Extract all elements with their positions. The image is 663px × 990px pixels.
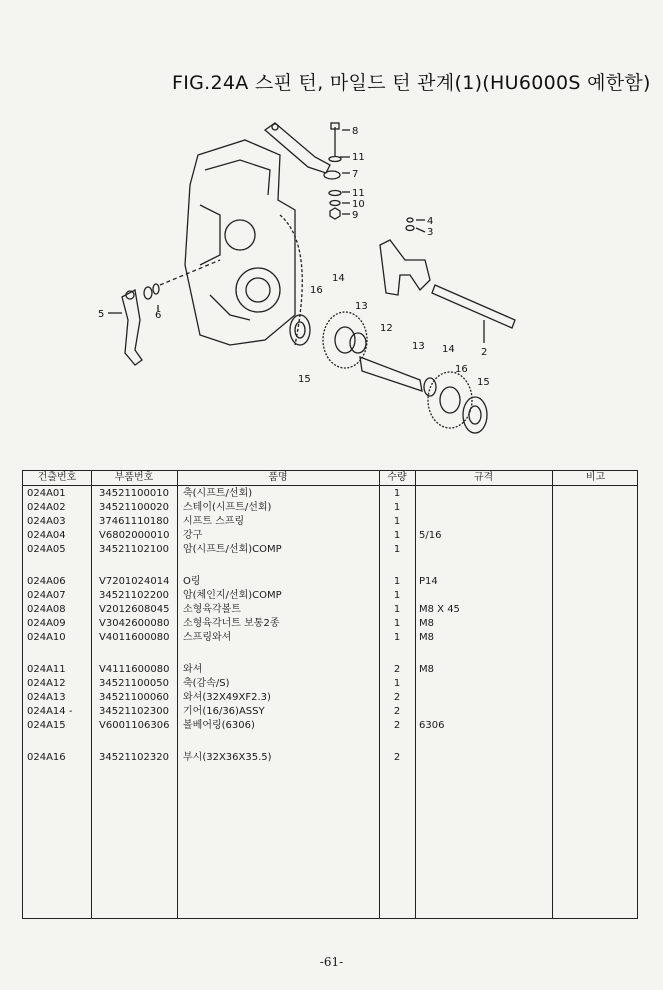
part-name: 와셔(32X49XF2.3) <box>183 692 271 703</box>
table-row <box>23 515 637 529</box>
table-row <box>23 719 637 733</box>
callout-13-right: 13 <box>412 341 425 352</box>
part-no: V4011600080 <box>99 632 170 643</box>
callout-5: 5 <box>98 309 105 320</box>
part-no: 34521102100 <box>99 544 169 555</box>
callout-16-right: 16 <box>455 364 468 375</box>
part-name: 축(시프트/선회) <box>183 488 253 499</box>
part-no: V4111600080 <box>99 664 170 675</box>
part-name: 볼베어링(6306) <box>183 720 255 731</box>
part-name: 스프링와셔 <box>183 632 232 643</box>
part-no: V3042600080 <box>99 618 170 629</box>
quantity: 1 <box>393 618 401 629</box>
part-name: 기어(16/36)ASSY <box>183 706 265 717</box>
callout-7: 7 <box>352 169 359 180</box>
quantity: 1 <box>393 544 401 555</box>
part-name: 축(감속/S) <box>183 678 230 689</box>
shift-shaft <box>432 285 515 328</box>
part-no: V6001106306 <box>99 720 170 731</box>
change-arm <box>122 290 142 365</box>
part-name: 와셔 <box>183 664 203 675</box>
quantity: 1 <box>393 632 401 643</box>
ref-no: 024A10 <box>27 632 66 643</box>
ref-no: 024A05 <box>27 544 66 555</box>
callout-6: 6 <box>155 310 162 321</box>
callout-11-upper: 11 <box>352 152 365 163</box>
part-name: 시프트 스프링 <box>183 516 245 527</box>
ref-no: 024A01 <box>27 488 66 499</box>
callout-8: 8 <box>352 126 359 137</box>
ref-no: 024A06 <box>27 576 66 587</box>
part-name: 암(체인지/선회)COMP <box>183 590 282 601</box>
part-no: 37461110180 <box>99 516 169 527</box>
part-name: 소형육각볼트 <box>183 604 241 615</box>
page-number: -61- <box>319 955 344 969</box>
header-part-no: 부품번호 <box>114 472 154 483</box>
ref-no: 024A13 <box>27 692 66 703</box>
quantity: 1 <box>393 488 401 499</box>
quantity: 2 <box>393 664 401 675</box>
part-no: 34521100010 <box>99 488 169 499</box>
part-no: 34521102300 <box>99 706 169 717</box>
spec: P14 <box>419 576 438 587</box>
parts-table <box>22 470 638 919</box>
part-no: 34521102320 <box>99 752 169 763</box>
quantity: 1 <box>393 576 401 587</box>
table-row <box>23 751 637 765</box>
table-row <box>23 529 637 543</box>
ref-no: 024A04 <box>27 530 66 541</box>
ref-no: 024A02 <box>27 502 66 513</box>
part-name: 소형육각너트 보통2종 <box>183 618 280 629</box>
table-row <box>23 603 637 617</box>
part-name: 스테이(시프트/선회) <box>183 502 272 513</box>
part-name: 강구 <box>183 530 203 541</box>
callout-4: 4 <box>427 216 434 227</box>
header-quantity: 수량 <box>387 472 407 483</box>
ref-no: 024A16 <box>27 752 66 763</box>
table-row <box>23 575 637 589</box>
ref-no: 024A08 <box>27 604 66 615</box>
callout-16-left: 16 <box>310 285 323 296</box>
part-no: 34521100060 <box>99 692 169 703</box>
table-row <box>23 617 637 631</box>
table-row <box>23 677 637 691</box>
table-row <box>23 487 637 501</box>
quantity: 1 <box>393 590 401 601</box>
ref-no: 024A07 <box>27 590 66 601</box>
spec: M8 X 45 <box>419 604 460 615</box>
spec: M8 <box>419 664 434 675</box>
table-header <box>23 471 637 486</box>
ref-no: 024A15 <box>27 720 66 731</box>
table-row <box>23 543 637 557</box>
table-row <box>23 663 637 677</box>
quantity: 2 <box>393 752 401 763</box>
ref-no: 024A03 <box>27 516 66 527</box>
table-row <box>23 705 637 719</box>
callout-15-left: 15 <box>298 374 311 385</box>
callout-14-right: 14 <box>442 344 455 355</box>
callout-10: 10 <box>352 199 365 210</box>
part-no: 34521102200 <box>99 590 169 601</box>
callout-11-lower: 11 <box>352 188 365 199</box>
ref-no: 024A11 <box>27 664 66 675</box>
header-part-name: 품명 <box>268 472 288 483</box>
part-no: 34521100050 <box>99 678 169 689</box>
part-name: 부시(32X36X35.5) <box>183 752 272 763</box>
part-name: 암(시프트/선회)COMP <box>183 544 282 555</box>
spec: M8 <box>419 618 434 629</box>
quantity: 1 <box>393 678 401 689</box>
callout-9: 9 <box>352 210 359 221</box>
spec: 6306 <box>419 720 445 731</box>
table-row <box>23 589 637 603</box>
part-name: O링 <box>183 576 201 587</box>
part-no: V7201024014 <box>99 576 170 587</box>
part-no: V6802000010 <box>99 530 170 541</box>
table-row <box>23 631 637 645</box>
part-no: V2012608045 <box>99 604 170 615</box>
shift-fork <box>380 240 430 295</box>
header-remarks: 비고 <box>585 472 606 483</box>
gear-case-housing <box>185 140 295 345</box>
table-row <box>23 501 637 515</box>
callout-15-right: 15 <box>477 377 490 388</box>
ref-no: 024A12 <box>27 678 66 689</box>
header-spec: 규격 <box>473 472 494 483</box>
reduction-shaft <box>360 357 422 391</box>
exploded-parts-diagram <box>80 115 550 445</box>
callout-3: 3 <box>427 227 434 238</box>
ref-no: 024A09 <box>27 618 66 629</box>
callout-14-left: 14 <box>332 273 345 284</box>
quantity: 2 <box>393 706 401 717</box>
table-row <box>23 691 637 705</box>
quantity: 1 <box>393 530 401 541</box>
quantity: 1 <box>393 604 401 615</box>
quantity: 1 <box>393 516 401 527</box>
quantity: 2 <box>393 692 401 703</box>
figure-title: FIG.24A 스핀 턴, 마일드 턴 관계(1)(HU6000S 예한함) <box>172 72 651 94</box>
quantity: 1 <box>393 502 401 513</box>
callout-13-left: 13 <box>355 301 368 312</box>
callout-12: 12 <box>380 323 393 334</box>
header-ref-no: 건출번호 <box>37 472 77 483</box>
spec: 5/16 <box>419 530 442 541</box>
spec: M8 <box>419 632 434 643</box>
callout-2: 2 <box>481 347 488 358</box>
diagram-svg <box>80 115 550 445</box>
ref-no: 024A14 - <box>27 706 73 717</box>
quantity: 2 <box>393 720 401 731</box>
part-no: 34521100020 <box>99 502 169 513</box>
